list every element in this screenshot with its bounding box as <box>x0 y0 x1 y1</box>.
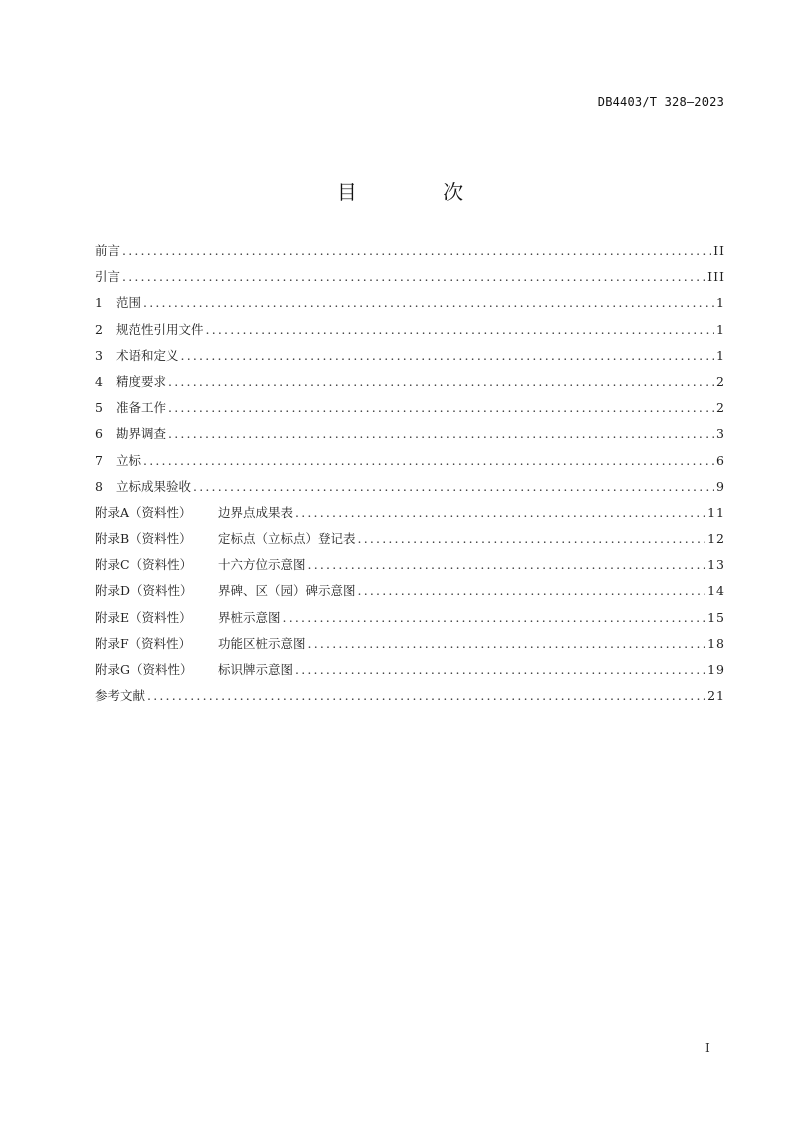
toc-entry-page: 11 <box>707 504 725 520</box>
toc-dot-leader <box>181 343 715 369</box>
toc-entry[interactable] <box>95 343 725 369</box>
toc-entry-number: 4 <box>95 373 103 389</box>
toc-entry-appendix: 附录B（资料性） <box>95 531 192 547</box>
toc-entry[interactable] <box>95 369 725 395</box>
page-number: I <box>705 1041 710 1055</box>
toc-entry-appendix: 附录G（资料性） <box>95 662 193 677</box>
toc-entry-page: 12 <box>707 531 725 547</box>
toc-entry-label: 功能区桩示意图 <box>218 635 306 651</box>
toc-entry-label: 引言 <box>95 269 121 285</box>
toc-entry-number: 1 <box>95 295 103 311</box>
toc-dot-leader <box>295 500 705 526</box>
document-code: DB4403/T 328—2023 <box>597 95 724 109</box>
toc-title: 目 次 <box>336 180 504 204</box>
toc-entry-page: 2 <box>716 400 725 416</box>
toc-entry-label: 范围 <box>116 295 142 311</box>
toc-entry-page: 6 <box>716 452 725 468</box>
toc-entry-page: 15 <box>707 609 725 625</box>
toc-entry-label: 前言 <box>95 243 121 258</box>
toc-dot-leader <box>168 395 714 421</box>
toc-entry-number: 6 <box>95 426 103 442</box>
toc-entry-page: 21 <box>707 688 725 704</box>
toc-entry-appendix: 附录A（资料性） <box>95 504 192 520</box>
toc-entry-label: 准备工作 <box>116 400 167 416</box>
toc-dot-leader <box>143 448 714 474</box>
toc-entry-page: 18 <box>707 635 725 651</box>
toc-entry-page: 9 <box>716 478 725 494</box>
toc-entry[interactable] <box>95 264 725 290</box>
toc-entry-page: 14 <box>707 583 725 599</box>
toc-entry-number: 3 <box>95 347 103 363</box>
toc-entry[interactable] <box>95 448 725 474</box>
toc-dot-leader <box>122 238 711 264</box>
toc-entry[interactable] <box>95 605 725 631</box>
toc-entry-number: 2 <box>95 321 103 337</box>
toc-entry[interactable] <box>95 317 725 343</box>
toc-entry[interactable] <box>95 683 725 709</box>
toc-dot-leader <box>168 421 714 447</box>
toc-dot-leader <box>193 474 714 500</box>
toc-entry[interactable] <box>95 238 725 264</box>
toc-entry-label: 界桩示意图 <box>218 609 281 625</box>
toc-dot-leader <box>168 369 714 395</box>
toc-entry-label: 规范性引用文件 <box>116 321 204 337</box>
table-of-contents <box>95 238 725 709</box>
toc-entry-page: 2 <box>716 373 725 389</box>
toc-entry[interactable] <box>95 474 725 500</box>
toc-dot-leader <box>206 317 715 343</box>
toc-entry-label: 边界点成果表 <box>218 504 294 520</box>
toc-entry-appendix: 附录C（资料性） <box>95 557 193 573</box>
toc-entry[interactable] <box>95 421 725 447</box>
toc-entry-label: 定标点（立标点）登记表 <box>218 531 356 547</box>
toc-entry-label: 术语和定义 <box>116 347 179 363</box>
toc-dot-leader <box>308 631 706 657</box>
toc-entry-label: 参考文献 <box>95 688 146 704</box>
toc-entry-number: 8 <box>95 478 103 494</box>
toc-entry-page: 1 <box>716 347 725 363</box>
toc-entry[interactable] <box>95 578 725 604</box>
toc-dot-leader <box>147 683 705 709</box>
toc-entry-appendix: 附录D（资料性） <box>95 583 193 599</box>
toc-entry-page: III <box>707 269 725 285</box>
toc-entry-page: 19 <box>707 662 725 677</box>
toc-entry-label: 勘界调查 <box>116 426 167 442</box>
toc-entry-page: 1 <box>716 321 725 337</box>
toc-entry-page: 13 <box>707 557 725 573</box>
toc-dot-leader <box>358 578 706 604</box>
toc-dot-leader <box>295 657 705 683</box>
toc-dot-leader <box>143 290 714 316</box>
toc-entry-page: 1 <box>716 295 725 311</box>
toc-entry-label: 精度要求 <box>116 373 167 389</box>
toc-dot-leader <box>283 605 706 631</box>
toc-entry[interactable] <box>95 552 725 578</box>
toc-entry-label: 标识牌示意图 <box>218 662 294 677</box>
toc-entry[interactable] <box>95 500 725 526</box>
toc-entry-number: 5 <box>95 400 103 416</box>
toc-entry[interactable] <box>95 657 725 683</box>
toc-entry-appendix: 附录F（资料性） <box>95 635 192 651</box>
toc-entry-label: 十六方位示意图 <box>218 557 306 573</box>
toc-entry-number: 7 <box>95 452 103 468</box>
toc-entry[interactable] <box>95 631 725 657</box>
toc-entry-page: II <box>713 243 725 258</box>
toc-entry-appendix: 附录E（资料性） <box>95 609 192 625</box>
toc-entry-page: 3 <box>716 426 725 442</box>
toc-dot-leader <box>122 264 705 290</box>
toc-entry-label: 界碑、区（园）碑示意图 <box>218 583 356 599</box>
toc-entry-label: 立标成果验收 <box>116 478 192 494</box>
toc-entry[interactable] <box>95 526 725 552</box>
toc-entry[interactable] <box>95 290 725 316</box>
toc-entry-label: 立标 <box>116 452 142 468</box>
toc-dot-leader <box>308 552 706 578</box>
toc-entry[interactable] <box>95 395 725 421</box>
toc-dot-leader <box>358 526 706 552</box>
